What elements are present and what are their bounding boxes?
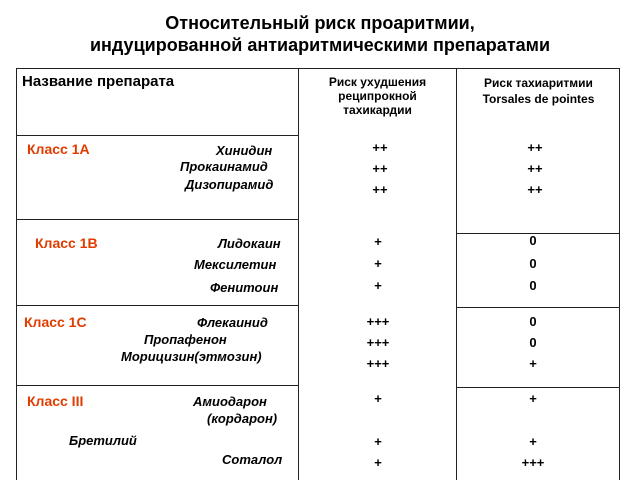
header-reentry-line-1: Риск ухудшения — [328, 75, 427, 89]
tdp-row-divider-3 — [456, 387, 620, 388]
row-divider-1c — [17, 305, 299, 306]
reentry-1a-1: ++ — [372, 140, 388, 155]
tdp-1b-2: 0 — [529, 256, 537, 271]
tdp-1c-3: + — [529, 356, 537, 371]
title-line-2: индуцированной антиаритмическими препаратами — [89, 35, 551, 55]
class-label-3: Класс III — [27, 393, 84, 409]
tdp-row-divider-2 — [456, 307, 620, 308]
tdp-3-3: +++ — [521, 455, 545, 470]
reentry-1c-2: +++ — [366, 335, 390, 350]
reentry-1b-3: + — [374, 278, 382, 293]
reentry-3-1: + — [374, 391, 382, 406]
drug-disopyramide: Дизопирамид — [185, 177, 274, 192]
tdp-1a-3: ++ — [527, 182, 543, 197]
drug-lidocaine: Лидокаин — [218, 236, 281, 251]
column-divider-2 — [456, 69, 457, 480]
reentry-1c-1: +++ — [366, 314, 390, 329]
tdp-1a-1: ++ — [527, 140, 543, 155]
column-divider-1 — [298, 69, 299, 480]
header-tdp-line-2: Torsales de pointes — [482, 92, 595, 106]
header-tdp-risk — [457, 75, 620, 107]
tdp-1c-1: 0 — [529, 314, 537, 329]
drug-propafenone: Пропафенон — [144, 332, 227, 347]
drug-mexiletine: Мексилетин — [194, 257, 277, 272]
row-divider-3 — [17, 385, 299, 386]
tdp-1b-1: 0 — [529, 233, 537, 248]
header-drug-name: Название препарата — [22, 73, 175, 90]
drug-amiodarone-cordarone: (кордарон) — [207, 411, 278, 426]
tdp-1c-2: 0 — [529, 335, 537, 350]
class-label-1b: Класс 1В — [35, 235, 98, 251]
drug-sotalol: Соталол — [222, 452, 283, 467]
class-label-1a: Класс 1А — [27, 141, 90, 157]
risk-table — [16, 68, 620, 480]
header-divider-drug — [17, 135, 299, 136]
page-title — [0, 12, 640, 56]
tdp-1b-3: 0 — [529, 278, 537, 293]
header-reentry-risk — [299, 75, 456, 117]
reentry-3-2: + — [374, 434, 382, 449]
reentry-1b-2: + — [374, 256, 382, 271]
tdp-1a-2: ++ — [527, 161, 543, 176]
title-line-1: Относительный риск проаритмии, — [165, 13, 475, 33]
drug-flecainide: Флекаинид — [197, 315, 268, 330]
tdp-3-1: + — [529, 391, 537, 406]
tdp-3-2: + — [529, 434, 537, 449]
reentry-1a-2: ++ — [372, 161, 388, 176]
drug-bretylium: Бретилий — [69, 433, 137, 448]
drug-quinidine: Хинидин — [216, 143, 273, 158]
drug-amiodarone: Амиодарон — [193, 394, 267, 409]
drug-phenytoin: Фенитоин — [210, 280, 279, 295]
reentry-1a-3: ++ — [372, 182, 388, 197]
class-label-1c: Класс 1С — [24, 314, 87, 330]
row-divider-1b — [17, 219, 299, 220]
reentry-1c-3: +++ — [366, 356, 390, 371]
header-reentry-line-3: тахикардии — [343, 103, 412, 117]
reentry-3-3: + — [374, 455, 382, 470]
drug-procainamide: Прокаинамид — [180, 159, 268, 174]
header-tdp-line-1: Риск тахиаритмии — [484, 76, 593, 90]
header-reentry-line-2: реципрокной — [338, 89, 417, 103]
reentry-1b-1: + — [374, 234, 382, 249]
drug-moricizine: Морицизин(этмозин) — [121, 349, 262, 364]
